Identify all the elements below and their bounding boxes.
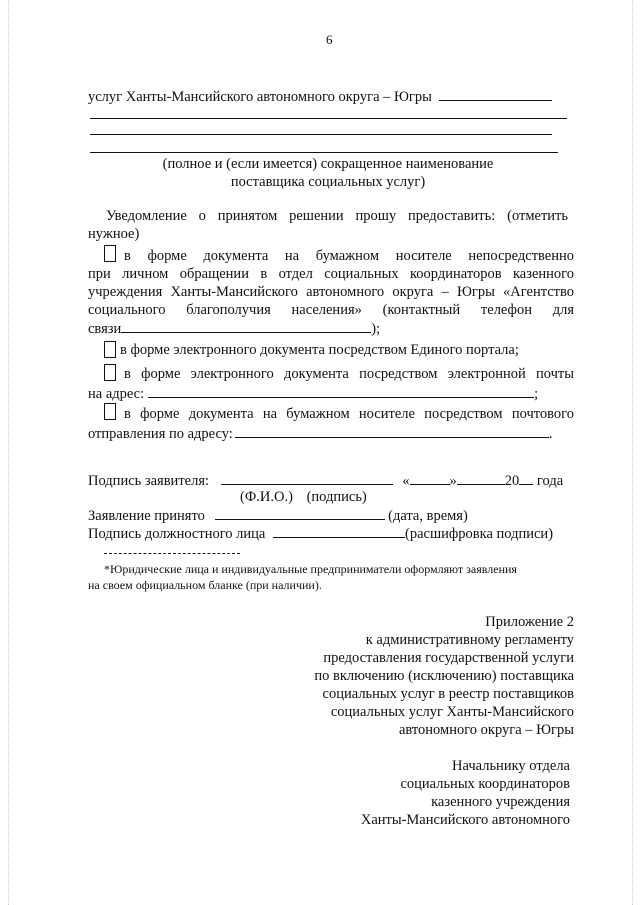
- day-field[interactable]: [410, 472, 450, 485]
- official-signature-field[interactable]: [273, 525, 405, 538]
- appendix-line-4: социальных услуг в реестр поставщиков: [322, 686, 574, 702]
- option2-row: [104, 341, 519, 359]
- phone-suffix: );: [371, 321, 381, 337]
- option1-line3: учреждения Ханты-Мансийского автономного округа – Югры «Агентство: [88, 284, 574, 300]
- option3-checkbox[interactable]: [104, 364, 116, 381]
- option4-line2: [88, 425, 552, 443]
- email-suffix: ;: [534, 386, 539, 402]
- signature-captions: [240, 489, 367, 506]
- year-field[interactable]: [519, 472, 533, 485]
- option1-line4: социального благополучия населения» (контактный телефон для: [88, 302, 574, 318]
- option1-line5: [88, 320, 380, 338]
- option1-checkbox[interactable]: [104, 245, 116, 262]
- accepted-label: Заявление принято: [88, 508, 205, 524]
- header-text: услуг Ханты-Мансийского автономного округа – Югры: [88, 89, 432, 105]
- century-text: 20: [504, 473, 520, 489]
- right-scan-edge: [632, 0, 633, 905]
- page-number: 6: [326, 32, 333, 47]
- provider-name-line-3[interactable]: [90, 134, 552, 135]
- appendix-line-6: автономного округа – Югры: [398, 722, 574, 738]
- appendix-line-1: к административному регламенту: [365, 632, 574, 648]
- postal-label: отправления по адресу:: [88, 426, 233, 442]
- option3-line2: [88, 385, 538, 403]
- appendix-line-2: предоставления государственной услуги: [323, 650, 574, 666]
- email-label: на адрес:: [88, 386, 145, 402]
- addressee-line-0: Начальнику отдела: [452, 758, 570, 774]
- signature-row: [88, 472, 563, 490]
- phone-field[interactable]: [121, 320, 371, 333]
- postal-suffix: .: [548, 426, 553, 442]
- provider-name-line-4[interactable]: [90, 152, 558, 153]
- footnote-line1: *Юридические лица и индивидуальные предприниматели оформляют заявления: [104, 562, 517, 576]
- phone-label: связи: [88, 321, 122, 337]
- email-field[interactable]: [148, 385, 534, 398]
- accepted-caption: (дата, время): [388, 508, 468, 524]
- applicant-signature-field[interactable]: [221, 472, 393, 485]
- footnote-separator: [104, 553, 240, 554]
- option4-checkbox-row: [104, 403, 120, 421]
- accepted-row: [88, 507, 468, 525]
- addressee-line-3: Ханты-Мансийского автономного: [360, 812, 570, 828]
- official-caption: (расшифровка подписи): [405, 526, 554, 542]
- provider-name-line-2[interactable]: [90, 118, 567, 119]
- signature-label: Подпись заявителя:: [88, 473, 210, 489]
- option4-line1: в форме документа на бумажном носителе посредством почтового: [124, 406, 574, 422]
- postal-address-field[interactable]: [235, 425, 549, 438]
- option4-checkbox[interactable]: [104, 403, 116, 420]
- appendix-line-5: социальных услуг Ханты-Мансийского: [330, 704, 574, 720]
- appendix-line-3: по включению (исключению) поставщика: [314, 668, 574, 684]
- provider-caption-line1: (полное и (если имеется) сокращенное наименование: [162, 156, 494, 172]
- option2-text: в форме электронного документа посредством Единого портала;: [120, 342, 519, 358]
- official-label: Подпись должностного лица: [88, 526, 266, 542]
- option1-checkbox-row: [104, 245, 120, 263]
- option1-line2: при личном обращении в отдел социальных координаторов казенного: [88, 266, 574, 282]
- year-label: года: [536, 473, 564, 489]
- addressee-line-1: социальных координаторов: [400, 776, 570, 792]
- provider-name-field[interactable]: [439, 88, 552, 101]
- header-line: [88, 88, 552, 106]
- provider-caption-line2: поставщика социальных услуг): [230, 174, 426, 190]
- notice-line2: нужное): [88, 226, 140, 242]
- month-field[interactable]: [457, 472, 505, 485]
- footnote-line2: на своем официальном бланке (при наличии).: [88, 578, 322, 592]
- option1-line1: в форме документа на бумажном носителе непосредственно: [124, 248, 574, 264]
- left-scan-edge: [8, 0, 9, 905]
- notice-line1: Уведомление о принятом решении прошу предоставить: (отметить: [106, 208, 568, 224]
- quote-close: »: [449, 473, 457, 489]
- quote-open: «: [402, 473, 410, 489]
- accepted-field[interactable]: [215, 507, 385, 520]
- option3-checkbox-row: [104, 364, 120, 382]
- appendix-line-0: Приложение 2: [485, 614, 574, 630]
- fio-caption: (Ф.И.О.): [240, 489, 293, 505]
- sign-caption: (подпись): [306, 489, 367, 505]
- addressee-line-2: казенного учреждения: [431, 794, 570, 810]
- official-row: [88, 525, 553, 543]
- option3-line1: в форме электронного документа посредством электронной почты: [124, 366, 574, 382]
- option2-checkbox[interactable]: [104, 341, 116, 358]
